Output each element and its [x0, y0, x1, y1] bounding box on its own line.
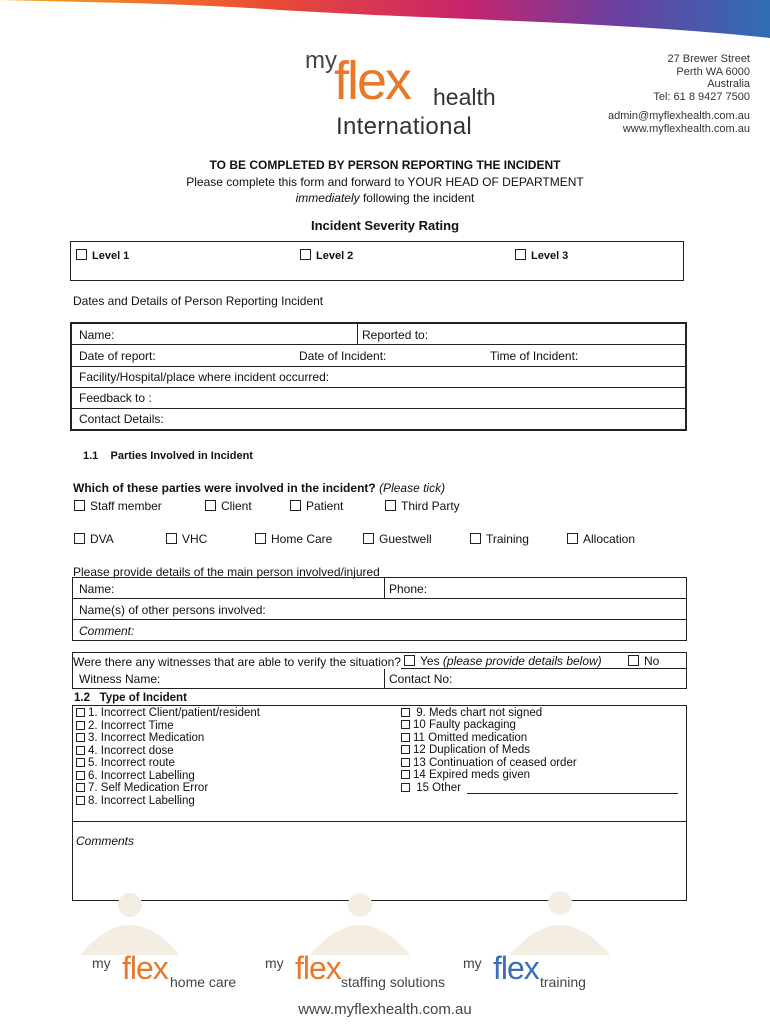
checkbox-icon[interactable] — [76, 771, 85, 780]
comments-field[interactable]: Comments — [76, 834, 135, 848]
company-email: admin@myflexhealth.com.au — [607, 110, 750, 122]
parties-section-title: 1.1 Parties Involved in Incident — [83, 450, 253, 462]
brand-my: my — [92, 955, 111, 971]
checkbox-icon[interactable] — [567, 533, 578, 544]
checkbox-icon[interactable] — [401, 720, 410, 729]
incident-type-option[interactable]: 7. Self Medication Error — [76, 782, 208, 794]
facility-field[interactable]: Facility/Hospital/place where incident occurred: — [79, 370, 330, 384]
reporter-section-title: Dates and Details of Person Reporting Incident — [73, 294, 324, 308]
incident-type-option[interactable]: 4. Incorrect dose — [76, 745, 174, 757]
feedback-field[interactable]: Feedback to : — [79, 391, 152, 405]
witness-no-option[interactable]: No — [628, 654, 659, 668]
address-line: Australia — [707, 78, 750, 90]
company-website: www.myflexhealth.com.au — [622, 122, 750, 135]
party-home-care[interactable]: Home Care — [255, 532, 332, 546]
incident-type-option[interactable]: 8. Incorrect Labelling — [76, 795, 195, 807]
party-staff-member[interactable]: Staff member — [74, 499, 162, 513]
incident-type-option[interactable]: 14 Expired meds given — [401, 769, 530, 781]
checkbox-icon[interactable] — [385, 500, 396, 511]
contact-details-field[interactable]: Contact Details: — [79, 412, 164, 426]
comment-field[interactable]: Comment: — [79, 624, 135, 638]
checkbox-icon[interactable] — [401, 758, 410, 767]
form-instruction: Please complete this form and forward to YOUR HEAD OF DEPARTMENT — [186, 175, 584, 189]
footer-watermark — [60, 885, 720, 955]
header-swoosh — [0, 0, 770, 50]
date-of-report-field[interactable]: Date of report: — [79, 349, 156, 363]
checkbox-icon[interactable] — [404, 655, 415, 666]
checkbox-icon[interactable] — [74, 500, 85, 511]
brand-flex: flex — [295, 950, 341, 986]
reported-to-field[interactable]: Reported to: — [362, 328, 429, 342]
witness-name-field[interactable]: Witness Name: — [79, 672, 161, 686]
main-person-prompt: Please provide details of the main person involved/injured — [73, 565, 380, 579]
party-third-party[interactable]: Third Party — [385, 499, 460, 513]
logo-international-text: International — [336, 113, 472, 140]
logo-health-text: health — [433, 84, 496, 110]
incident-type-option[interactable]: 10 Faulty packaging — [401, 719, 516, 731]
checkbox-icon[interactable] — [76, 783, 85, 792]
checkbox-icon[interactable] — [74, 533, 85, 544]
footer-website: www.myflexhealth.com.au — [298, 1001, 472, 1018]
brand-flex: flex — [122, 950, 168, 986]
brand-my: my — [463, 955, 482, 971]
company-contact — [608, 110, 750, 135]
severity-level-3[interactable]: Level 3 — [515, 249, 568, 262]
footer-brand-staffing — [265, 950, 455, 995]
address-line: Tel: 61 8 9427 7500 — [653, 90, 750, 103]
checkbox-icon[interactable] — [401, 770, 410, 779]
other-persons-field[interactable]: Name(s) of other persons involved: — [79, 603, 266, 617]
incident-type-option[interactable]: 13 Continuation of ceased order — [401, 757, 577, 769]
severity-box — [70, 241, 684, 281]
checkbox-icon[interactable] — [76, 708, 85, 717]
checkbox-icon[interactable] — [401, 733, 410, 742]
footer-brand-home-care — [92, 950, 242, 995]
incident-type-option[interactable]: 1. Incorrect Client/patient/resident — [76, 707, 260, 719]
brand-sub: training — [540, 974, 586, 990]
checkbox-icon[interactable] — [76, 758, 85, 767]
reporter-name-field[interactable]: Name: — [79, 328, 115, 342]
incident-type-title: 1.2 Type of Incident — [74, 692, 187, 704]
checkbox-icon[interactable] — [300, 249, 311, 260]
company-address — [653, 53, 750, 103]
incident-type-option[interactable]: 9. Meds chart not signed — [401, 707, 542, 719]
main-person-name-field[interactable]: Name: — [79, 582, 115, 596]
form-heading: TO BE COMPLETED BY PERSON REPORTING THE INCIDENT — [209, 158, 561, 172]
brand-my: my — [265, 955, 284, 971]
brand-flex: flex — [493, 950, 539, 986]
checkbox-icon[interactable] — [628, 655, 639, 666]
severity-level-2[interactable]: Level 2 — [300, 249, 353, 262]
incident-type-option[interactable]: 5. Incorrect route — [76, 757, 175, 769]
checkbox-icon[interactable] — [76, 249, 87, 260]
witness-contact-field[interactable]: Contact No: — [389, 672, 453, 686]
checkbox-icon[interactable] — [76, 746, 85, 755]
party-dva[interactable]: DVA — [74, 532, 114, 546]
party-allocation[interactable]: Allocation — [567, 532, 635, 546]
incident-type-option[interactable]: 12 Duplication of Meds — [401, 744, 530, 756]
instruction-rest: following the incident — [359, 191, 475, 205]
address-line: Perth WA 6000 — [676, 65, 750, 78]
incident-type-option[interactable]: 3. Incorrect Medication — [76, 732, 204, 744]
checkbox-icon[interactable] — [401, 708, 410, 717]
party-training[interactable]: Training — [470, 532, 529, 546]
date-of-incident-field[interactable]: Date of Incident: — [299, 349, 387, 363]
checkbox-icon[interactable] — [76, 733, 85, 742]
form-instruction-2 — [0, 191, 770, 205]
witness-yes-option[interactable]: Yes (please provide details below) — [404, 654, 602, 668]
checkbox-icon[interactable] — [205, 500, 216, 511]
checkbox-icon[interactable] — [401, 783, 410, 792]
party-client[interactable]: Client — [205, 499, 252, 513]
checkbox-icon[interactable] — [515, 249, 526, 260]
checkbox-icon[interactable] — [401, 745, 410, 754]
incident-type-other-option[interactable]: 15 Other — [401, 782, 461, 794]
incident-type-option[interactable]: 11 Omitted medication — [401, 732, 527, 744]
other-input-line[interactable] — [467, 793, 678, 794]
logo-flex-text: flex — [334, 51, 411, 111]
incident-type-option[interactable]: 6. Incorrect Labelling — [76, 770, 195, 782]
severity-level-1[interactable]: Level 1 — [76, 249, 129, 262]
brand-sub: staffing solutions — [341, 974, 446, 990]
logo-my-text: my — [305, 47, 337, 74]
parties-question: Which of these parties were involved in the incident? (Please tick) — [73, 481, 446, 495]
party-patient[interactable]: Patient — [290, 499, 343, 513]
instruction-emphasis: immediately — [295, 191, 360, 205]
party-vhc[interactable]: VHC — [166, 532, 207, 546]
checkbox-icon[interactable] — [255, 533, 266, 544]
party-guestwell[interactable]: Guestwell — [363, 532, 432, 546]
incident-type-option[interactable]: 2. Incorrect Time — [76, 720, 174, 732]
time-of-incident-field[interactable]: Time of Incident: — [490, 349, 579, 363]
severity-title: Incident Severity Rating — [310, 218, 460, 233]
checkbox-icon[interactable] — [290, 500, 301, 511]
main-person-phone-field[interactable]: Phone: — [389, 582, 428, 596]
footer-brand-training — [463, 950, 603, 995]
checkbox-icon[interactable] — [166, 533, 177, 544]
checkbox-icon[interactable] — [76, 796, 85, 805]
witness-question: Were there any witnesses that are able to verify the situation? — [73, 655, 401, 669]
address-line: 27 Brewer Street — [667, 53, 750, 65]
checkbox-icon[interactable] — [363, 533, 374, 544]
checkbox-icon[interactable] — [76, 721, 85, 730]
brand-sub: home care — [170, 974, 237, 990]
checkbox-icon[interactable] — [470, 533, 481, 544]
